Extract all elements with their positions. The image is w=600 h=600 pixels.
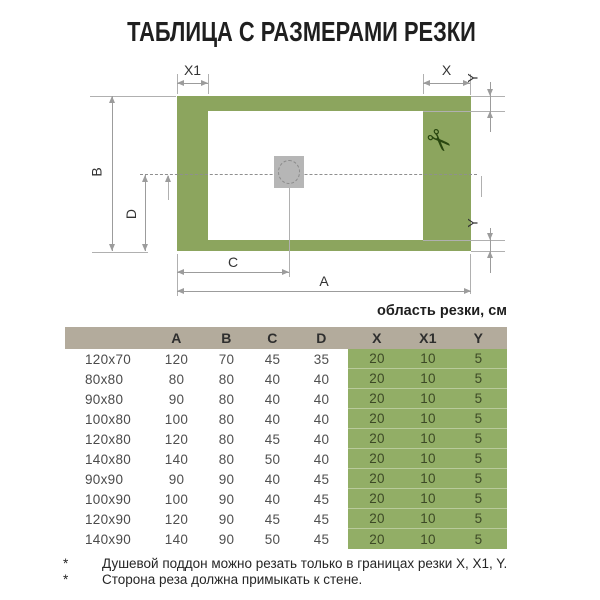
dim-b-label: B [88,167,105,177]
center-tick-right [481,176,482,197]
dim-ytop-arrow-down [487,89,493,96]
value-cell-C: 40 [264,391,281,407]
dim-d-label: D [123,208,140,220]
dim-ybottom-label: Y [464,218,481,228]
value-cell-C: 45 [264,511,281,527]
value-cell-X1: 10 [406,529,450,549]
value-cell-Y: 5 [450,509,507,529]
dim-ytop-label: Y [464,73,481,83]
drain-circle [278,160,300,184]
value-cell-B: 70 [218,351,235,367]
shower-tray-inner-area [208,111,423,240]
dim-x1-arrow-left [177,80,184,86]
col-header-B: B [221,330,232,346]
col-header-A: A [171,330,182,346]
drain-leader-line [289,188,290,277]
dim-ybottom-arrow-down [487,233,493,240]
value-cell-X: 20 [348,469,406,489]
dim-b-line [112,96,113,251]
footnotes [63,556,563,588]
value-cell-D: 40 [313,391,330,407]
table-row [65,389,507,409]
size-table-header [65,327,507,349]
value-cell-D: 40 [313,431,330,447]
size-cell: 100x90 [85,491,132,507]
value-cell-X1: 10 [406,369,450,389]
value-cell-X: 20 [348,369,406,389]
dim-x1-ext-right [208,74,209,94]
value-cell-A: 120 [164,431,189,447]
value-cell-C: 50 [264,451,281,467]
value-cell-A: 100 [164,491,189,507]
footnote-line [63,556,563,572]
center-tick-left-arrow [165,175,171,182]
size-table [65,327,507,549]
value-cell-Y: 5 [450,429,507,449]
table-row [65,509,507,529]
footnote-text: Душевой поддон можно резать только в границах резки X, X1, Y. [102,556,508,571]
value-cell-X: 20 [348,389,406,409]
dim-b-ext-top [90,96,176,97]
size-cell: 100x80 [85,411,132,427]
col-header-X1: X1 [419,330,437,346]
value-cell-X1: 10 [406,389,450,409]
value-cell-A: 120 [164,511,189,527]
dim-a-line [177,291,471,292]
value-cell-Y: 5 [450,489,507,509]
value-cell-X: 20 [348,449,406,469]
footnote-text: Сторона реза должна примыкать к стене. [102,572,363,587]
dim-b-ext-bottom [92,252,148,253]
size-cell: 140x90 [85,531,132,547]
value-cell-D: 40 [313,411,330,427]
value-cell-Y: 5 [450,449,507,469]
value-cell-X1: 10 [406,409,450,429]
table-row [65,489,507,509]
value-cell-D: 45 [313,471,330,487]
value-cell-B: 80 [218,391,235,407]
value-cell-X: 20 [348,409,406,429]
value-cell-C: 40 [264,491,281,507]
size-cell: 80x80 [85,371,124,387]
value-cell-X: 20 [348,509,406,529]
table-row [65,369,507,389]
value-cell-X: 20 [348,429,406,449]
col-header-C: C [267,330,278,346]
cut-area-label: область резки, см [377,303,507,319]
value-cell-A: 100 [164,411,189,427]
table-row [65,349,507,369]
dim-d-arrow-top [142,175,148,182]
value-cell-D: 45 [313,511,330,527]
col-header-size [65,327,150,349]
dim-d-arrow-bottom [142,244,148,251]
size-cell: 90x80 [85,391,124,407]
value-cell-X: 20 [348,349,406,369]
value-cell-Y: 5 [450,529,507,549]
value-cell-D: 40 [313,371,330,387]
size-table-body [65,349,507,549]
value-cell-Y: 5 [450,389,507,409]
dim-x1-arrow-right [201,80,208,86]
value-cell-X1: 10 [406,489,450,509]
dim-c-label: C [227,254,239,270]
value-cell-D: 40 [313,451,330,467]
value-cell-A: 80 [168,371,185,387]
value-cell-Y: 5 [450,349,507,369]
value-cell-A: 120 [164,351,189,367]
size-cell: 120x90 [85,511,132,527]
value-cell-Y: 5 [450,469,507,489]
value-cell-Y: 5 [450,369,507,389]
value-cell-Y: 5 [450,409,507,429]
table-row [65,469,507,489]
value-cell-X1: 10 [406,509,450,529]
drain-square [274,156,304,188]
value-cell-B: 90 [218,491,235,507]
value-cell-B: 90 [218,471,235,487]
value-cell-C: 40 [264,371,281,387]
dim-x-arrow-left [423,80,430,86]
col-header-Y: Y [473,330,484,346]
value-cell-A: 90 [168,391,185,407]
value-cell-C: 45 [264,351,281,367]
value-cell-X: 20 [348,529,406,549]
dim-d-line [145,175,146,251]
scissors-icon: ✂ [417,121,459,163]
value-cell-B: 80 [218,431,235,447]
size-cell: 120x70 [85,351,132,367]
dim-ytop-arrow-up [487,111,493,118]
size-cell: 140x80 [85,451,132,467]
value-cell-B: 90 [218,511,235,527]
table-row [65,409,507,429]
col-header-D: D [316,330,327,346]
value-cell-X1: 10 [406,429,450,449]
dim-ybottom-arrow-up [487,251,493,258]
value-cell-C: 50 [264,531,281,547]
dim-b-arrow-bottom [109,244,115,251]
value-cell-B: 90 [218,531,235,547]
dim-b-arrow-top [109,96,115,103]
dim-a-label: A [319,273,329,289]
center-dashed-line [140,174,477,175]
value-cell-X1: 10 [406,449,450,469]
col-header-X: X [372,330,382,346]
value-cell-D: 45 [313,531,330,547]
value-cell-C: 40 [264,471,281,487]
footnote-marker: * [63,572,69,587]
footnote-line [63,572,563,588]
value-cell-B: 80 [218,451,235,467]
value-cell-X1: 10 [406,349,450,369]
size-cell: 90x90 [85,471,124,487]
value-cell-C: 40 [264,411,281,427]
dim-x1-label: X1 [183,62,202,78]
table-row [65,449,507,469]
table-row [65,429,507,449]
dim-ybottom-ext-inner [423,240,505,241]
value-cell-A: 140 [164,531,189,547]
value-cell-D: 35 [313,351,330,367]
size-cell: 120x80 [85,431,132,447]
value-cell-D: 45 [313,491,330,507]
value-cell-B: 80 [218,371,235,387]
value-cell-X1: 10 [406,469,450,489]
value-cell-A: 90 [168,471,185,487]
value-cell-B: 80 [218,411,235,427]
value-cell-X: 20 [348,489,406,509]
value-cell-A: 140 [164,451,189,467]
table-row [65,529,507,549]
dim-ytop-ext-outer [471,96,505,97]
page-title: ТАБЛИЦА С РАЗМЕРАМИ РЕЗКИ [127,16,476,47]
value-cell-C: 45 [264,431,281,447]
footnote-marker: * [63,556,69,571]
dim-x-label: X [441,62,452,78]
